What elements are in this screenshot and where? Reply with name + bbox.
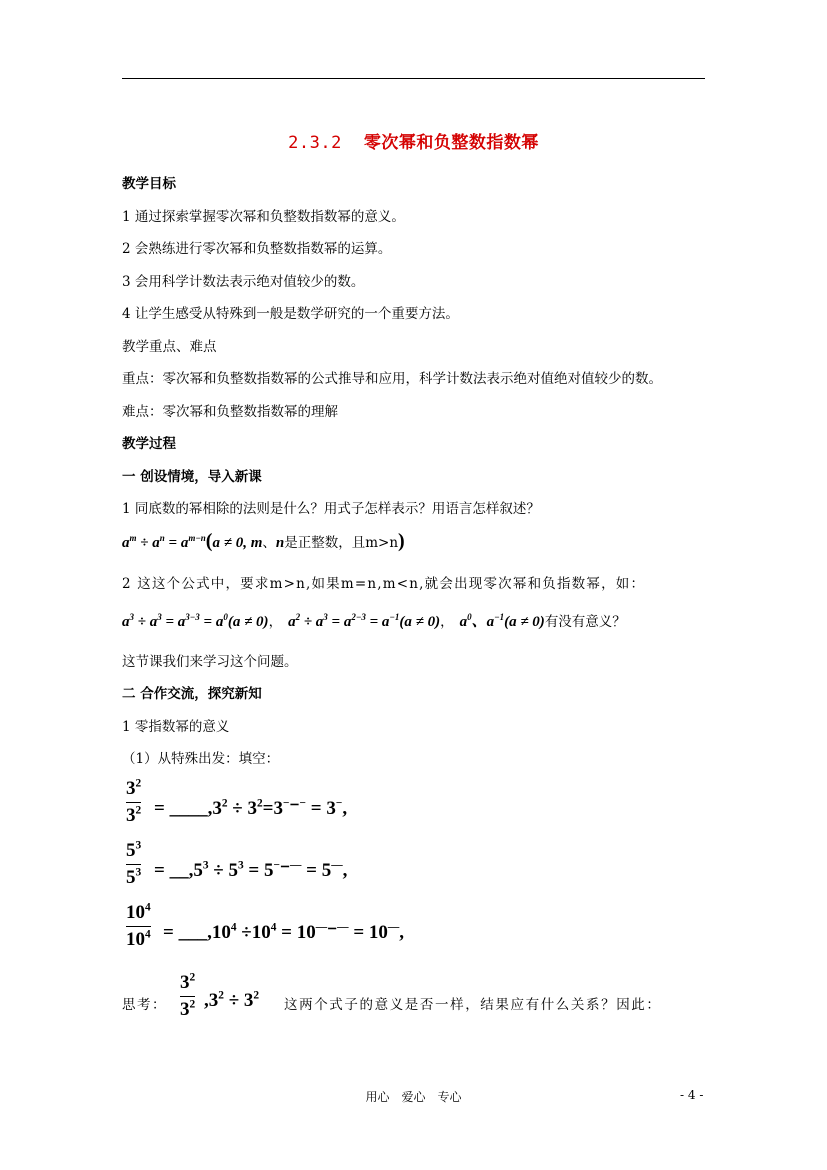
footer-motto: 用心 爱心 专心 bbox=[365, 1090, 462, 1104]
title-number: 2.3.2 bbox=[288, 133, 342, 153]
formula-zero-negative-examples: $a^3 \div a^3 = a^{3-3} = a^0(a \ne 0)$， $a^2 \div a^3 = a^{2-3} = a^{-1}(a \ne 0)$， $a^0$、$a^{-1}(a \ne 0)$有没有意义？ bbox=[122, 612, 626, 630]
question-3: 这节课我们来学习这个问题。 bbox=[122, 654, 298, 670]
exercise-3-expression: = $\_\_\_,10^4 \div 10^4 = 10^—^-^— = 10^—$, bbox=[163, 921, 405, 943]
fraction-think: $3^2$ $3^2$ bbox=[180, 971, 196, 1020]
question-2: 2 这这个公式中，要求m>n,如果m=n,m<n,就会出现零次幂和负指数幂，如： bbox=[122, 576, 646, 592]
part2-heading: 二 合作交流，探究新知 bbox=[122, 686, 262, 702]
part1-heading: 一 创设情境，导入新课 bbox=[122, 469, 262, 485]
subsection-1a: （1）从特殊出发：填空： bbox=[122, 751, 280, 767]
question-2-tail: 有没有意义？ bbox=[544, 614, 626, 630]
think-expression: $,3^2 \div 3^2$ bbox=[204, 989, 260, 1011]
page-number: - 4 - bbox=[680, 1088, 704, 1102]
difficulty: 难点：零次幂和负整数指数幂的理解 bbox=[122, 404, 338, 420]
fraction-10-fourth: $10^4$ $10^4$ bbox=[126, 901, 151, 950]
process-heading: 教学过程 bbox=[122, 436, 176, 452]
formula1-condition: 是正整数，且m>n bbox=[284, 535, 399, 551]
subsection-1: 1 零指数幂的意义 bbox=[122, 719, 230, 735]
goal-3: 3 会用科学计数法表示绝对值较少的数。 bbox=[122, 274, 365, 290]
header-rule bbox=[122, 78, 705, 79]
key-point: 重点：零次幂和负整数指数幂的公式推导和应用，科学计数法表示绝对值绝对值较少的数。 bbox=[122, 371, 662, 387]
fraction-3-squared: $3^2$ $3^2$ bbox=[126, 777, 142, 826]
goal-4: 4 让学生感受从特殊到一般是数学研究的一个重要方法。 bbox=[122, 306, 459, 322]
formula-quotient-rule: $a^m \div a^n = a^{m-n}(a \ne 0$, m、n是正整数，且m>n) bbox=[122, 530, 405, 552]
exercise-1-expression: = $\_\_\_\_,3^2 \div 3^2=3^-^-^- = 3^-$, bbox=[154, 797, 348, 819]
think-suffix: 这两个式子的意义是否一样，结果应有什么关系？因此： bbox=[284, 997, 662, 1013]
exercise-2-expression: = $\_\_,5^3 \div 5^3 = 5^-^-^— = 5^—$, bbox=[154, 859, 348, 881]
question-1: 1 同底数的幂相除的法则是什么？用式子怎样表示？用语言怎样叙述？ bbox=[122, 501, 540, 517]
title-text: 零次幂和负整数指数幂 bbox=[363, 133, 539, 153]
page-title bbox=[0, 128, 827, 153]
fraction-5-cubed: $5^3$ $5^3$ bbox=[126, 839, 142, 888]
goals-heading: 教学目标 bbox=[122, 176, 176, 192]
goal-2: 2 会熟练进行零次幂和负整数指数幂的运算。 bbox=[122, 241, 392, 257]
key-heading: 教学重点、难点 bbox=[122, 339, 217, 355]
think-prefix: 思考： bbox=[122, 997, 167, 1013]
goal-1: 1 通过探索掌握零次幂和负整数指数幂的意义。 bbox=[122, 209, 405, 225]
